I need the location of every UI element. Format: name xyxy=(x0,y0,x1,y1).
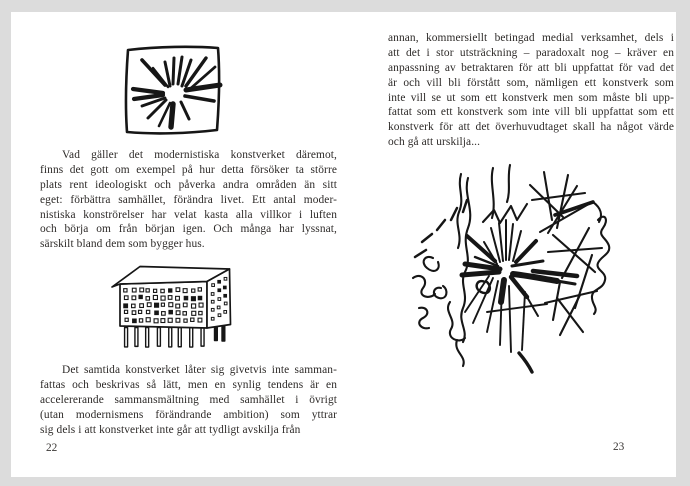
book-spread xyxy=(11,12,676,477)
text-line: Vad gäller det modernistiska konstverket däremot, xyxy=(62,149,337,161)
text-line: och börja om från början igen. Och många har lyssnat, xyxy=(40,223,337,236)
window-pane xyxy=(139,295,142,298)
building-illustration xyxy=(100,258,270,353)
window-pane xyxy=(198,296,201,299)
building-legs xyxy=(125,326,225,347)
page-right xyxy=(343,12,676,477)
scribble-starburst-drawing xyxy=(405,160,615,375)
left-paragraph-2 xyxy=(40,363,337,437)
text-line: plats rent ideologiskt och påverka andra områden än sitt xyxy=(40,178,337,191)
building-stilt xyxy=(201,328,204,347)
page-left xyxy=(11,12,343,477)
text-line: är och vill bli förstått som, nämligen ett konstverk som xyxy=(388,76,674,89)
building-stilt xyxy=(222,326,225,341)
text-line: att det i stor utsträckning – paradoxalt nog – kräver en xyxy=(388,46,674,59)
window-pane xyxy=(184,296,187,299)
framed-starburst-illustration xyxy=(118,40,228,140)
text-line: konstverk för att det överhuvudtaget skall ha något värde xyxy=(388,121,674,134)
window-pane xyxy=(223,286,226,289)
framed-starburst-drawing xyxy=(118,40,228,140)
window-pane xyxy=(218,289,221,292)
building-stilt xyxy=(157,328,160,347)
text-line: finns det gott om exempel på hur detta försöker ta större xyxy=(40,163,337,176)
text-line: fattat som ett konstverk som inte vill bli uppfattat som ett xyxy=(388,106,674,119)
text-line: Det samtida konstverket låter sig givetvis inte samman- xyxy=(62,364,337,376)
window-pane xyxy=(218,280,221,283)
left-paragraph-1 xyxy=(40,148,337,252)
page-number-left: 22 xyxy=(46,442,58,454)
building-stilt xyxy=(135,328,138,347)
window-pane xyxy=(191,297,195,301)
building-stilt xyxy=(190,328,193,348)
window-pane xyxy=(224,294,227,297)
text-line: särskilt bland dem som bygger hus. xyxy=(40,238,205,251)
building-stilt xyxy=(146,328,149,348)
building-stilt xyxy=(215,328,218,341)
text-line: accelererande sammansmältning med samhället i övrigt xyxy=(40,393,337,406)
starburst-rays xyxy=(133,57,220,127)
text-line: och gå att urskilja... xyxy=(388,136,481,149)
text-line: nistiska konströrelser har velat kasta alla villkor i luften xyxy=(40,208,337,221)
window-pane xyxy=(133,319,137,323)
text-line: fattas och beskrivas så lätt, men en synlig tendens är en xyxy=(40,378,337,391)
building-stilt xyxy=(169,328,172,347)
text-line: sig dels i att konstverket inte går att tydligt avskilja från xyxy=(40,423,301,436)
window-pane xyxy=(124,304,128,308)
window-pane xyxy=(155,303,159,307)
scribble-lower-rays xyxy=(465,276,547,372)
window-pane xyxy=(155,311,159,315)
page-number-right: 23 xyxy=(613,441,625,453)
scribble-illustration xyxy=(405,160,615,375)
building-stilt xyxy=(125,328,128,347)
text-line: inte vill se ut som ett konstverk men som måste bli upp- xyxy=(388,91,674,104)
building-stilt xyxy=(178,328,181,347)
text-line: (utan modernismens förändrande ambition) som yttrar xyxy=(40,408,337,421)
text-line: eget: förbättra samhället, förändra livet. Ett antal moder- xyxy=(40,193,337,206)
window-pane xyxy=(169,310,172,313)
text-line: annan, kommersiellt betingad medial verksamhet, dels i xyxy=(388,32,674,44)
window-pane xyxy=(169,289,172,292)
modernist-building-on-stilts-drawing xyxy=(100,258,270,353)
right-paragraph xyxy=(388,31,674,150)
text-line: anpassning av betraktaren för att bli uppfattat för vad det xyxy=(388,61,674,74)
